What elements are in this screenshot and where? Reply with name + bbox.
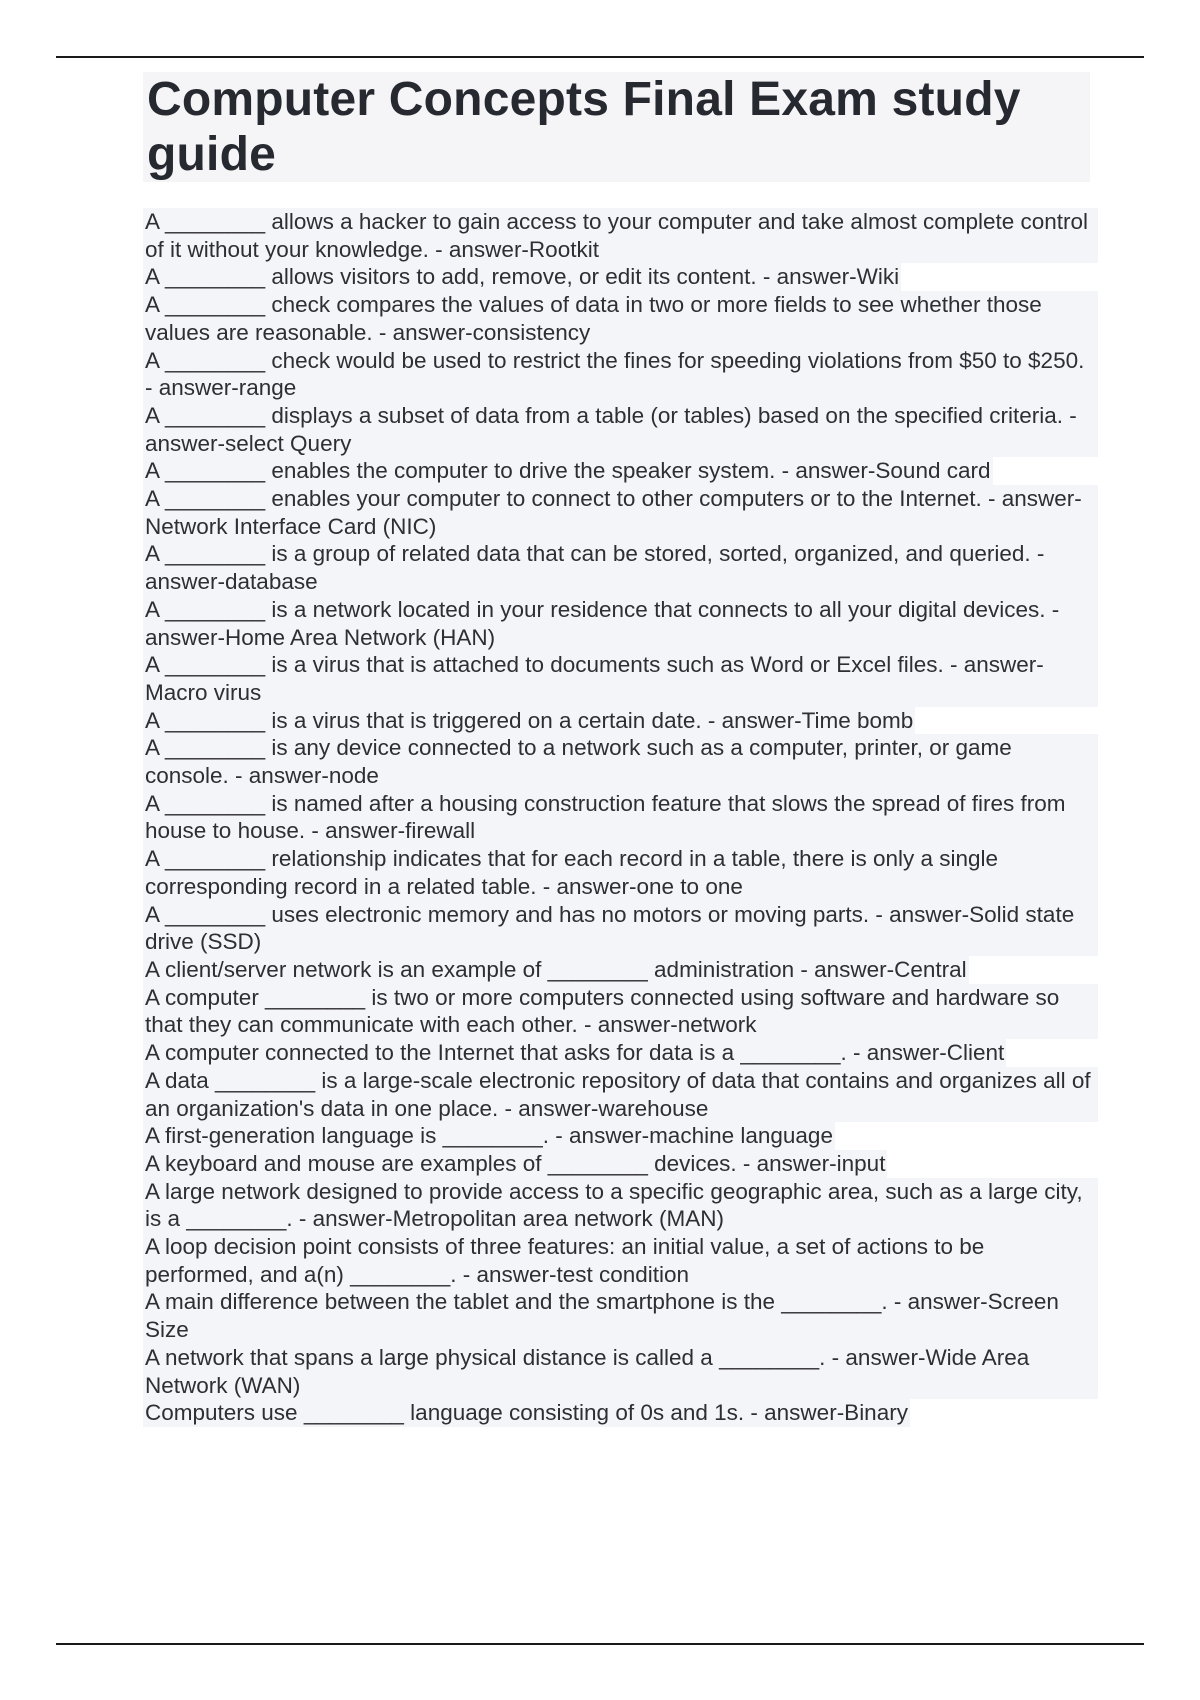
qa-item-han: A ________ is a network located in your residence that connects to all your digital devices. - answer-Home Area Network (HAN) — [143, 596, 1098, 651]
qa-item-database: A ________ is a group of related data that can be stored, sorted, organized, and queried. - answer-database — [143, 540, 1098, 595]
qa-item-wiki: A ________ allows visitors to add, remove, or edit its content. - answer-Wiki — [145, 264, 900, 290]
qa-item-client: A computer connected to the Internet that asks for data is a ________. - answer-Client — [145, 1040, 1005, 1066]
qa-item-consistency: A ________ check compares the values of data in two or more fields to see whether those values are reasonable. - answer-consistency — [143, 291, 1098, 346]
qa-item-firewall: A ________ is named after a housing construction feature that slows the spread of fires from house to house. - answer-firewall — [143, 790, 1098, 845]
qa-item-screen-size: A main difference between the tablet and the smartphone is the ________. - answer-Screen Size — [143, 1288, 1098, 1343]
qa-item-central: A client/server network is an example of ________ administration - answer-Central — [145, 956, 967, 982]
qa-item-range: A ________ check would be used to restrict the fines for speeding violations from $50 to $250. - answer-range — [143, 347, 1098, 402]
qa-item-node: A ________ is any device connected to a network such as a computer, printer, or game console. - answer-node — [143, 734, 1098, 789]
qa-item-test-condition: A loop decision point consists of three features: an initial value, a set of actions to be performed, and a(n) ________. - answer-test condition — [143, 1233, 1098, 1288]
qa-item-network: A computer ________ is two or more computers connected using software and hardware so that they can communicate with each other. - answer-network — [143, 984, 1098, 1039]
qa-item-machine-language: A first-generation language is ________. - answer-machine language — [145, 1123, 833, 1149]
qa-item-warehouse: A data ________ is a large-scale electronic repository of data that contains and organizes all of an organization's data in one place. - answer-warehouse — [143, 1067, 1098, 1122]
qa-item-sound-card: A ________ enables the computer to drive the speaker system. - answer-Sound card — [145, 458, 991, 484]
qa-item-time-bomb: A ________ is a virus that is triggered on a certain date. - answer-Time bomb — [145, 707, 914, 733]
qa-item-binary: Computers use ________ language consisting of 0s and 1s. - answer-Binary — [145, 1400, 908, 1426]
bottom-divider — [56, 1643, 1144, 1645]
qa-item-one-to-one: A ________ relationship indicates that for each record in a table, there is only a single corresponding record in a related table. - answer-one to one — [143, 845, 1098, 900]
qa-list — [143, 208, 1098, 1427]
qa-item-man: A large network designed to provide access to a specific geographic area, such as a large city, is a ________. - answer-Metropolitan area network (MAN) — [143, 1178, 1098, 1233]
page-title: Computer Concepts Final Exam study guide — [147, 73, 1021, 181]
qa-item-rootkit: A ________ allows a hacker to gain access to your computer and take almost complete control of it without your knowledge. - answer-Rootkit — [143, 208, 1098, 263]
qa-item-nic: A ________ enables your computer to connect to other computers or to the Internet. - answer-Network Interface Card (NIC) — [143, 485, 1098, 540]
qa-item-macro-virus: A ________ is a virus that is attached to documents such as Word or Excel files. - answer-Macro virus — [143, 651, 1098, 706]
qa-item-select-query: A ________ displays a subset of data from a table (or tables) based on the specified criteria. - answer-select Query — [143, 402, 1098, 457]
title-block — [143, 72, 1090, 182]
top-divider — [56, 56, 1144, 58]
qa-item-input: A keyboard and mouse are examples of ________ devices. - answer-input — [145, 1150, 886, 1176]
qa-item-ssd: A ________ uses electronic memory and has no motors or moving parts. - answer-Solid state drive (SSD) — [143, 901, 1098, 956]
qa-item-wan: A network that spans a large physical distance is called a ________. - answer-Wide Area Network (WAN) — [143, 1344, 1098, 1399]
